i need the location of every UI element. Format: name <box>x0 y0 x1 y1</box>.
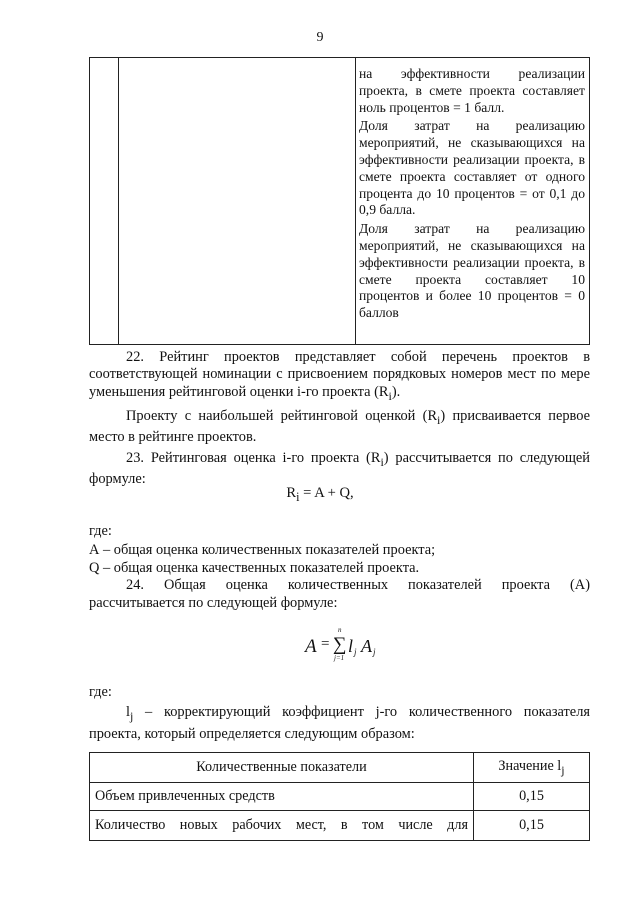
table-column-divider <box>118 58 119 344</box>
formula-a-sum: A = ∑ n j=1 l j A j <box>305 626 376 662</box>
criteria-item: на эффективности реализации проекта, в смете проекта составляет ноль процентов = 1 балл. <box>359 66 585 115</box>
body-text-block-3 <box>89 684 590 743</box>
criteria-item: Доля затрат на реализацию мероприятий, не сказывающихся на эффективности реализации проекта, в смете проекта составляет от одного процента до 10 процентов = от 0,1 до 0,9 балла. <box>359 118 585 218</box>
paragraph-24: 24. Общая оценка количественных показателей проекта (А) рассчитывается по следующей формуле: <box>89 577 590 611</box>
formula-ri: $R_i = A + Q$, <box>286 485 354 504</box>
criteria-cell <box>359 66 585 322</box>
table-header-row <box>90 753 590 783</box>
sum-symbol: ∑ <box>333 634 347 655</box>
paragraph-first-place: Проекту с наибольшей рейтинговой оценкой $(R_i)$ присваивается первое место в рейтинге проектов. <box>89 408 590 446</box>
row-value: 0,15 <box>474 783 590 811</box>
definition-q: Q – общая оценка качественных показателей проекта. <box>89 559 420 576</box>
row-value: 0,15 <box>474 811 590 841</box>
paragraph-23: 23. Рейтинговая оценка i-го проекта $(R_i)$ рассчитывается по следующей формуле: <box>89 449 590 488</box>
header-value: Значение $l_j$ <box>474 753 590 783</box>
table-row <box>90 811 590 841</box>
body-text-block-1 <box>89 349 590 488</box>
table-column-divider <box>355 58 356 344</box>
table-row <box>90 783 590 811</box>
where-label: где: <box>89 684 112 700</box>
criteria-item: Доля затрат на реализацию мероприятий, не сказывающихся на эффективности реализации проекта, в смете проекта составляет 10 процентов и более 10 процентов = 0 баллов <box>359 221 585 321</box>
definition-a: А – общая оценка количественных показателей проекта; <box>89 542 436 559</box>
body-text-block-2 <box>89 523 590 612</box>
row-indicator: Объем привлеченных средств <box>90 783 474 811</box>
lj-definition: $l_j$ – корректирующий коэффициент j-го количественного показателя проекта, который определяется следующим образом: <box>89 704 590 742</box>
header-indicators: Количественные показатели <box>90 753 474 783</box>
where-label: где: <box>89 523 112 539</box>
page-number: 9 <box>316 30 324 45</box>
row-indicator: Количество новых рабочих мест, в том числе для <box>90 811 474 841</box>
quantitative-indicators-table <box>89 752 590 841</box>
paragraph-22: 22. Рейтинг проектов представляет собой перечень проектов в соответствующей номинации с присвоением порядковых номеров мест по мере уменьшения рейтинговой оценки i-го проекта $(R_i)$. <box>89 349 590 403</box>
criteria-table-continuation <box>89 57 590 345</box>
